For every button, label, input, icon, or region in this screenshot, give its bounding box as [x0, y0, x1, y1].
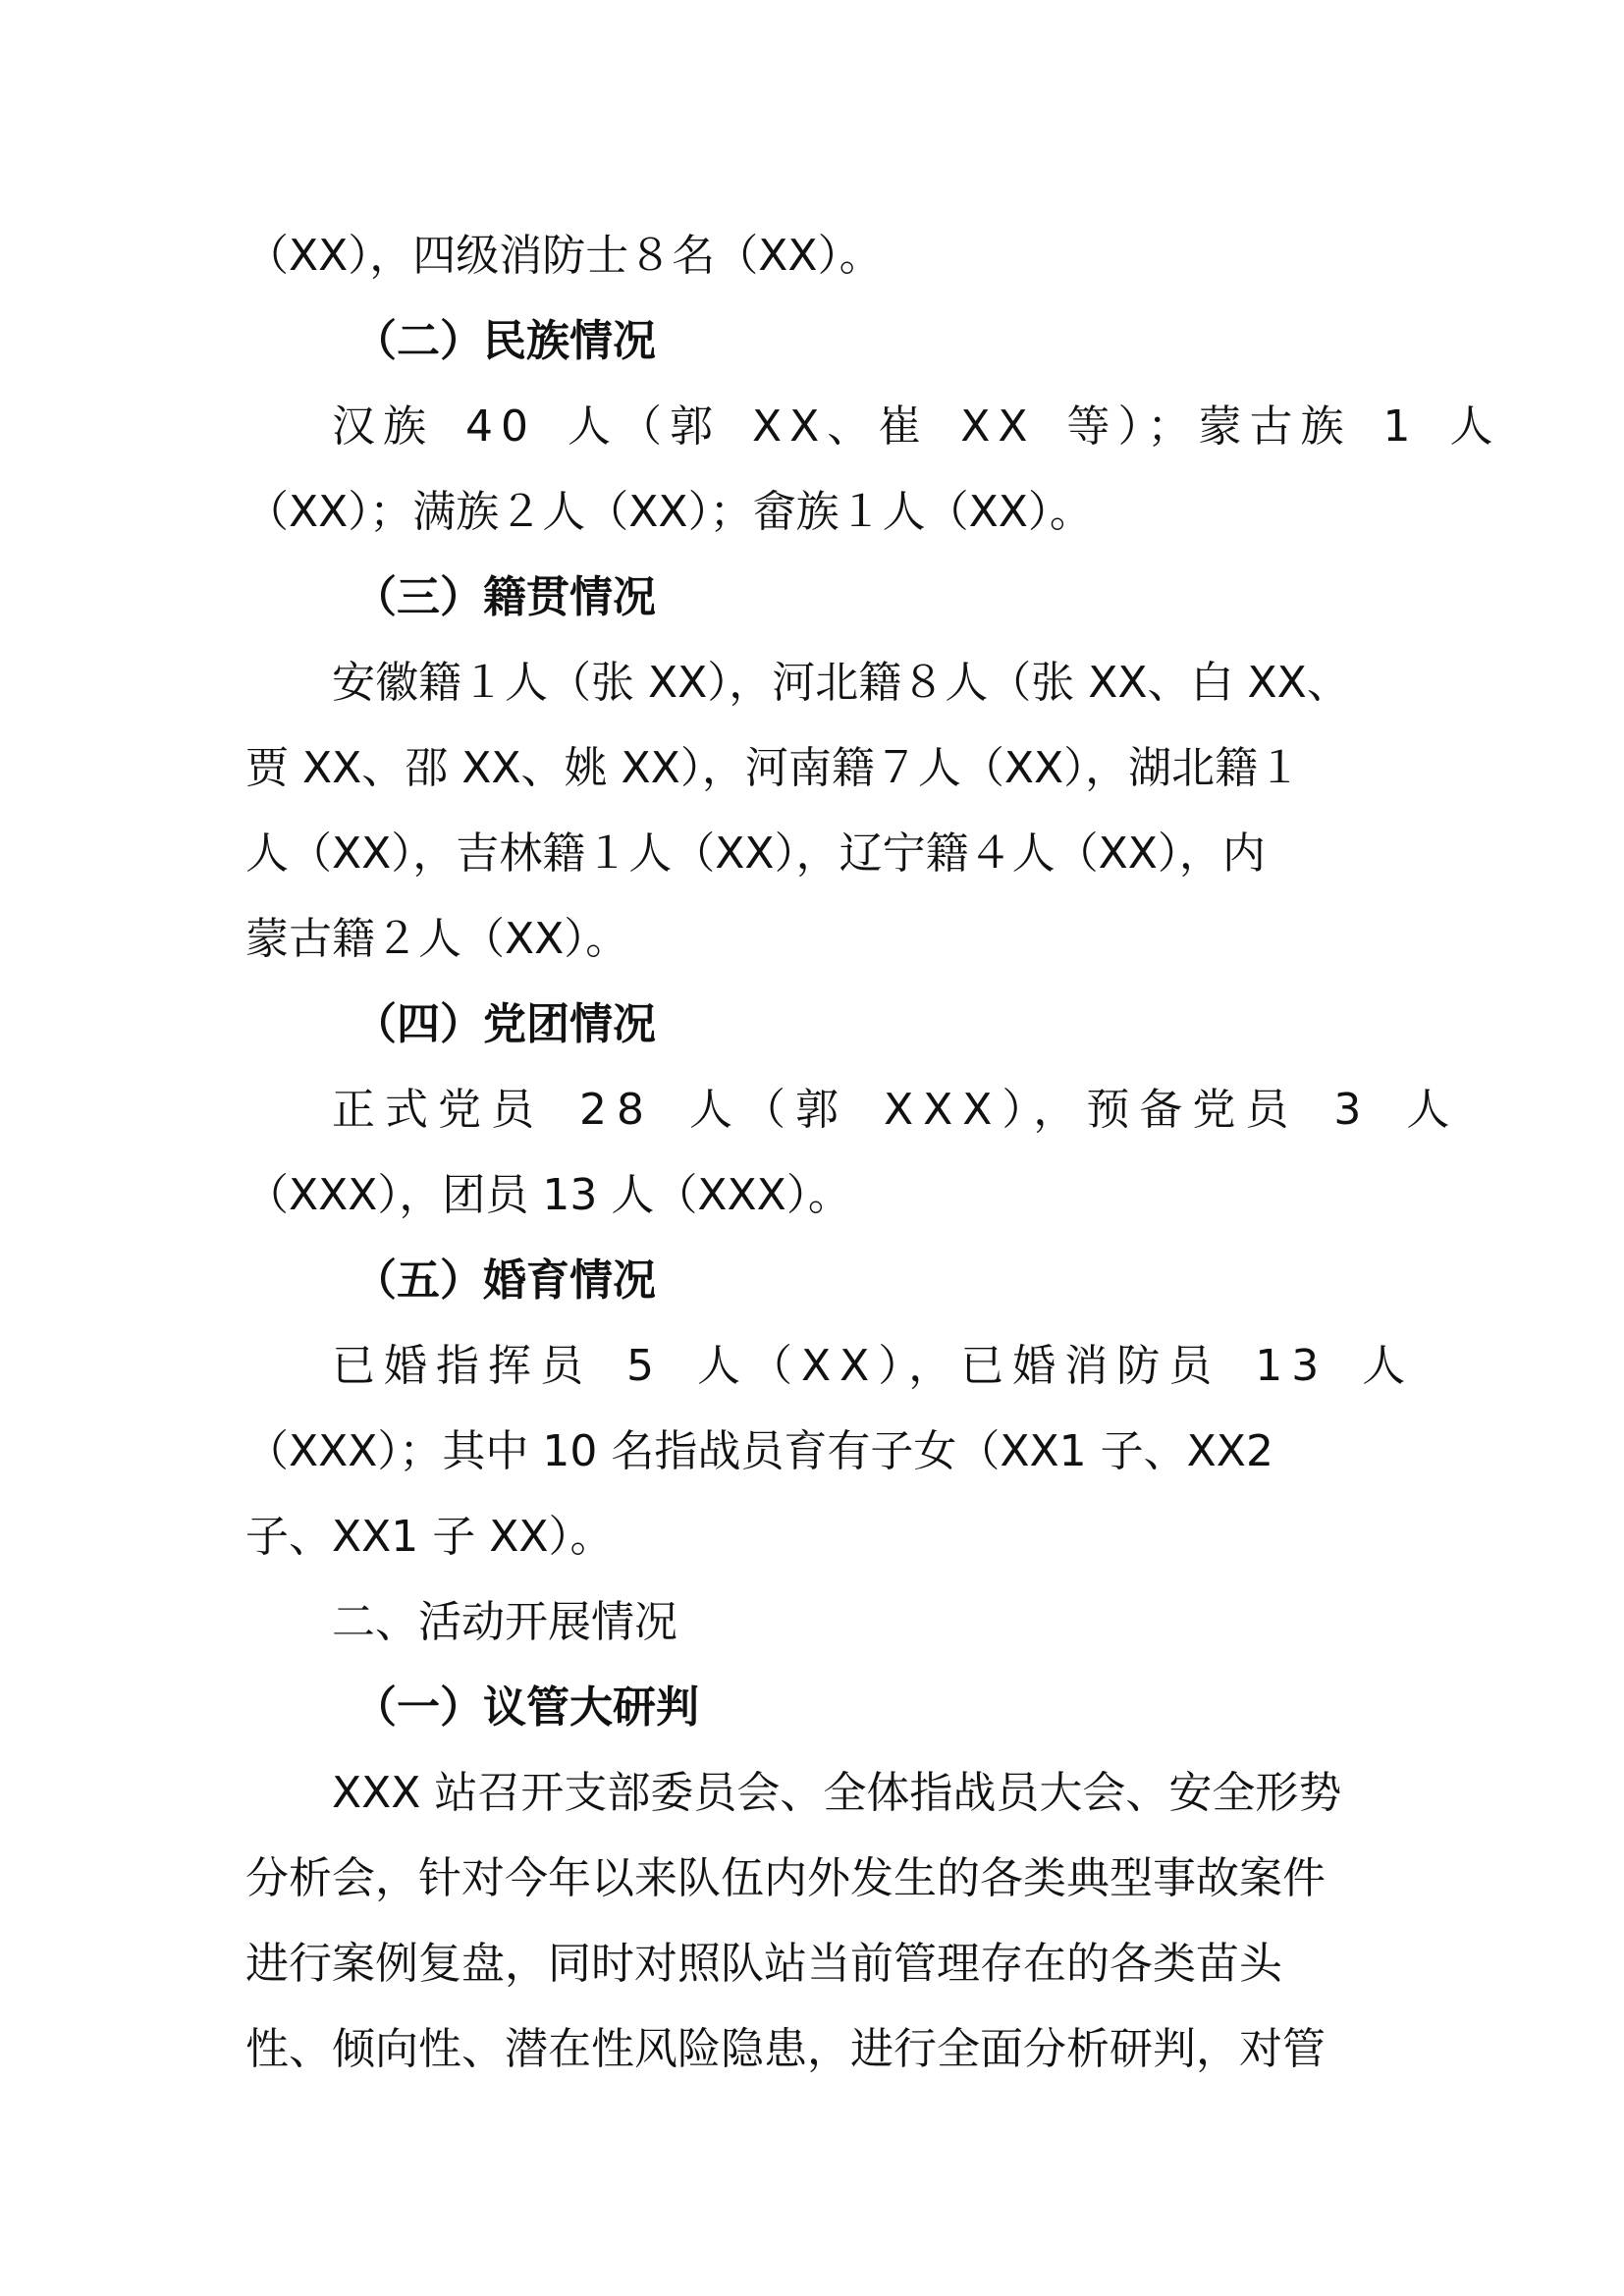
section-heading-text: （三）籍贯情况 — [353, 572, 656, 622]
text-line — [0, 811, 1624, 897]
text-line-content: （XXX）；其中 10 名指战员育有子女（XX1 子、XX2 — [245, 1426, 1273, 1476]
section-heading — [0, 982, 1624, 1068]
section-heading — [0, 1665, 1624, 1751]
section-heading-text: （一）议管大研判 — [353, 1682, 699, 1733]
section-heading-text: （五）婚育情况 — [353, 1255, 656, 1306]
text-line-content: （XX），四级消防士８名（XX）。 — [245, 231, 883, 281]
chapter-heading — [0, 1579, 1624, 1666]
section-heading — [0, 1238, 1624, 1324]
text-line-content: 蒙古籍２人（XX）。 — [245, 914, 629, 964]
text-line-content: 已婚指挥员 5 人（XX），已婚消防员 13 人 — [332, 1341, 1415, 1391]
text-line — [0, 1750, 1624, 1837]
text-line — [0, 725, 1624, 812]
text-line-content: 进行案例复盘，同时对照队站当前管理存在的各类苗头 — [245, 1939, 1282, 1989]
text-line — [0, 1152, 1624, 1239]
text-line — [0, 213, 1624, 299]
text-line-content: 安徽籍１人（张 XX），河北籍８人（张 XX、白 XX、 — [332, 658, 1350, 708]
text-line-content: XXX 站召开支部委员会、全体指战员大会、安全形势 — [332, 1768, 1342, 1818]
text-line-content: 人（XX），吉林籍１人（XX），辽宁籍４人（XX），内 — [245, 828, 1266, 879]
text-line — [0, 1067, 1624, 1153]
text-line — [0, 896, 1624, 983]
text-line-content: （XX）；满族２人（XX）；畲族１人（XX）。 — [245, 487, 1093, 537]
text-line — [0, 2006, 1624, 2093]
section-heading-text: （二）民族情况 — [353, 316, 656, 366]
chapter-heading-text: 二、活动开展情况 — [332, 1597, 677, 1647]
text-line — [0, 469, 1624, 556]
text-line — [0, 1409, 1624, 1495]
section-heading — [0, 555, 1624, 641]
text-line-content: 贾 XX、邵 XX、姚 XX），河南籍７人（XX），湖北籍１ — [245, 743, 1302, 793]
text-line-content: （XXX），团员 13 人（XXX）。 — [245, 1170, 851, 1220]
text-line-content: 汉族 40 人（郭 XX、崔 XX 等）；蒙古族 1 人 — [332, 401, 1501, 452]
text-line — [0, 1836, 1624, 1922]
text-line-content: 性、倾向性、潜在性风险隐患，进行全面分析研判，对管 — [245, 2024, 1326, 2074]
text-line-content: 分析会，针对今年以来队伍内外发生的各类典型事故案件 — [245, 1853, 1326, 1903]
text-line-content: 子、XX1 子 XX）。 — [245, 1512, 614, 1562]
text-line — [0, 384, 1624, 470]
text-line — [0, 640, 1624, 726]
text-line — [0, 1494, 1624, 1580]
section-heading-text: （四）党团情况 — [353, 999, 656, 1049]
text-line — [0, 1323, 1624, 1410]
text-line — [0, 1921, 1624, 2007]
section-heading — [0, 298, 1624, 385]
text-line-content: 正式党员 28 人（郭 XXX），预备党员 3 人 — [332, 1085, 1460, 1135]
